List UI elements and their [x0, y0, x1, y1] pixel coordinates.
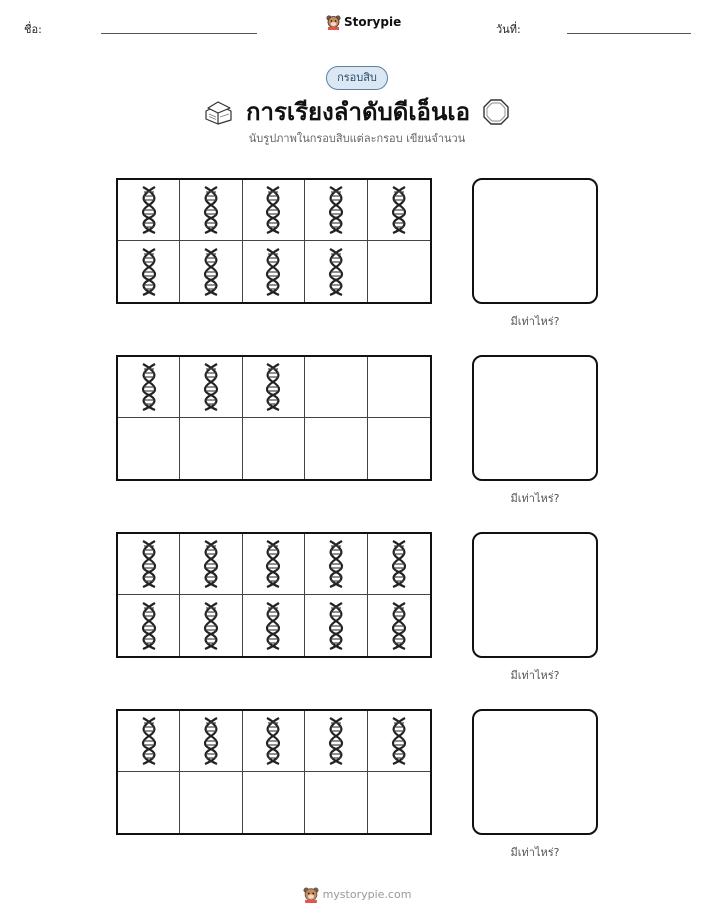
date-label: วันที่: — [496, 23, 521, 36]
frame-cell — [243, 357, 305, 418]
dna-icon — [138, 185, 160, 235]
frame-cell — [305, 180, 367, 241]
question-label: มีเท่าไหร่? — [510, 846, 560, 859]
frame-cell — [368, 772, 430, 833]
frame-cell — [305, 357, 367, 418]
frame-cell — [118, 357, 180, 418]
name-label: ชื่อ: — [24, 23, 42, 36]
question-label: มีเท่าไหร่? — [510, 315, 560, 328]
frame-cell — [180, 595, 242, 656]
dna-icon — [325, 716, 347, 766]
frame-cell — [118, 772, 180, 833]
dna-icon — [200, 601, 222, 651]
frame-cell — [243, 595, 305, 656]
answer-box[interactable] — [472, 178, 598, 304]
dna-icon — [138, 362, 160, 412]
dna-icon — [325, 539, 347, 589]
frame-cell — [118, 241, 180, 302]
frame-cell — [368, 418, 430, 479]
dna-icon — [262, 601, 284, 651]
frame-cell — [180, 772, 242, 833]
frame-cell — [305, 241, 367, 302]
dna-icon — [388, 716, 410, 766]
dna-icon — [200, 185, 222, 235]
bear-mascot-icon — [303, 886, 319, 903]
frame-cell — [305, 772, 367, 833]
dna-icon — [262, 247, 284, 297]
frame-cell — [118, 180, 180, 241]
dna-icon — [138, 716, 160, 766]
frame-cell — [305, 711, 367, 772]
brand-logo — [326, 14, 401, 30]
frame-cell — [180, 241, 242, 302]
frame-cell — [305, 534, 367, 595]
page-title: การเรียงลำดับดีเอ็นเอ — [245, 98, 470, 126]
dna-icon — [325, 601, 347, 651]
dna-icon — [388, 601, 410, 651]
bear-mascot-icon — [326, 14, 341, 30]
dna-icon — [325, 247, 347, 297]
frame-cell — [243, 180, 305, 241]
answer-box[interactable] — [472, 532, 598, 658]
answer-box[interactable] — [472, 709, 598, 835]
answer-box[interactable] — [472, 355, 598, 481]
frame-cell — [243, 418, 305, 479]
dna-icon — [200, 716, 222, 766]
octagon-icon — [482, 98, 510, 126]
frame-cell — [305, 595, 367, 656]
frame-cell — [243, 772, 305, 833]
dna-icon — [325, 185, 347, 235]
frame-cell — [368, 180, 430, 241]
footer-url[interactable]: mystorypie.com — [322, 888, 412, 901]
ten-frame — [116, 178, 432, 304]
question-label: มีเท่าไหร่? — [510, 492, 560, 505]
brand-name: Storypie — [344, 15, 402, 29]
topic-badge: กรอบสิบ — [326, 66, 388, 90]
dna-icon — [138, 247, 160, 297]
dna-icon — [200, 247, 222, 297]
footer — [0, 886, 714, 903]
dna-icon — [262, 362, 284, 412]
ten-frame — [116, 355, 432, 481]
instructions: นับรูปภาพในกรอบสิบแต่ละกรอบ เขียนจำนวน — [248, 132, 466, 145]
frame-cell — [118, 418, 180, 479]
frame-cell — [368, 241, 430, 302]
dna-icon — [200, 539, 222, 589]
dna-icon — [388, 185, 410, 235]
dna-icon — [262, 716, 284, 766]
question-label: มีเท่าไหร่? — [510, 669, 560, 682]
frame-cell — [118, 711, 180, 772]
frame-cell — [118, 534, 180, 595]
frame-cell — [180, 357, 242, 418]
dna-icon — [138, 539, 160, 589]
frame-cell — [305, 418, 367, 479]
frame-cell — [368, 595, 430, 656]
name-field[interactable] — [101, 33, 257, 34]
frame-cell — [180, 711, 242, 772]
frame-cell — [368, 534, 430, 595]
title-row — [0, 92, 714, 131]
frame-cell — [243, 711, 305, 772]
dna-icon — [262, 539, 284, 589]
dna-icon — [200, 362, 222, 412]
ten-frame — [116, 709, 432, 835]
frame-cell — [368, 711, 430, 772]
book-icon — [204, 99, 234, 125]
date-field[interactable] — [567, 33, 691, 34]
frame-cell — [368, 357, 430, 418]
frame-cell — [243, 241, 305, 302]
frame-cell — [180, 534, 242, 595]
frame-cell — [180, 418, 242, 479]
frame-cell — [118, 595, 180, 656]
ten-frame — [116, 532, 432, 658]
dna-icon — [262, 185, 284, 235]
dna-icon — [388, 539, 410, 589]
frame-cell — [180, 180, 242, 241]
dna-icon — [138, 601, 160, 651]
frame-cell — [243, 534, 305, 595]
